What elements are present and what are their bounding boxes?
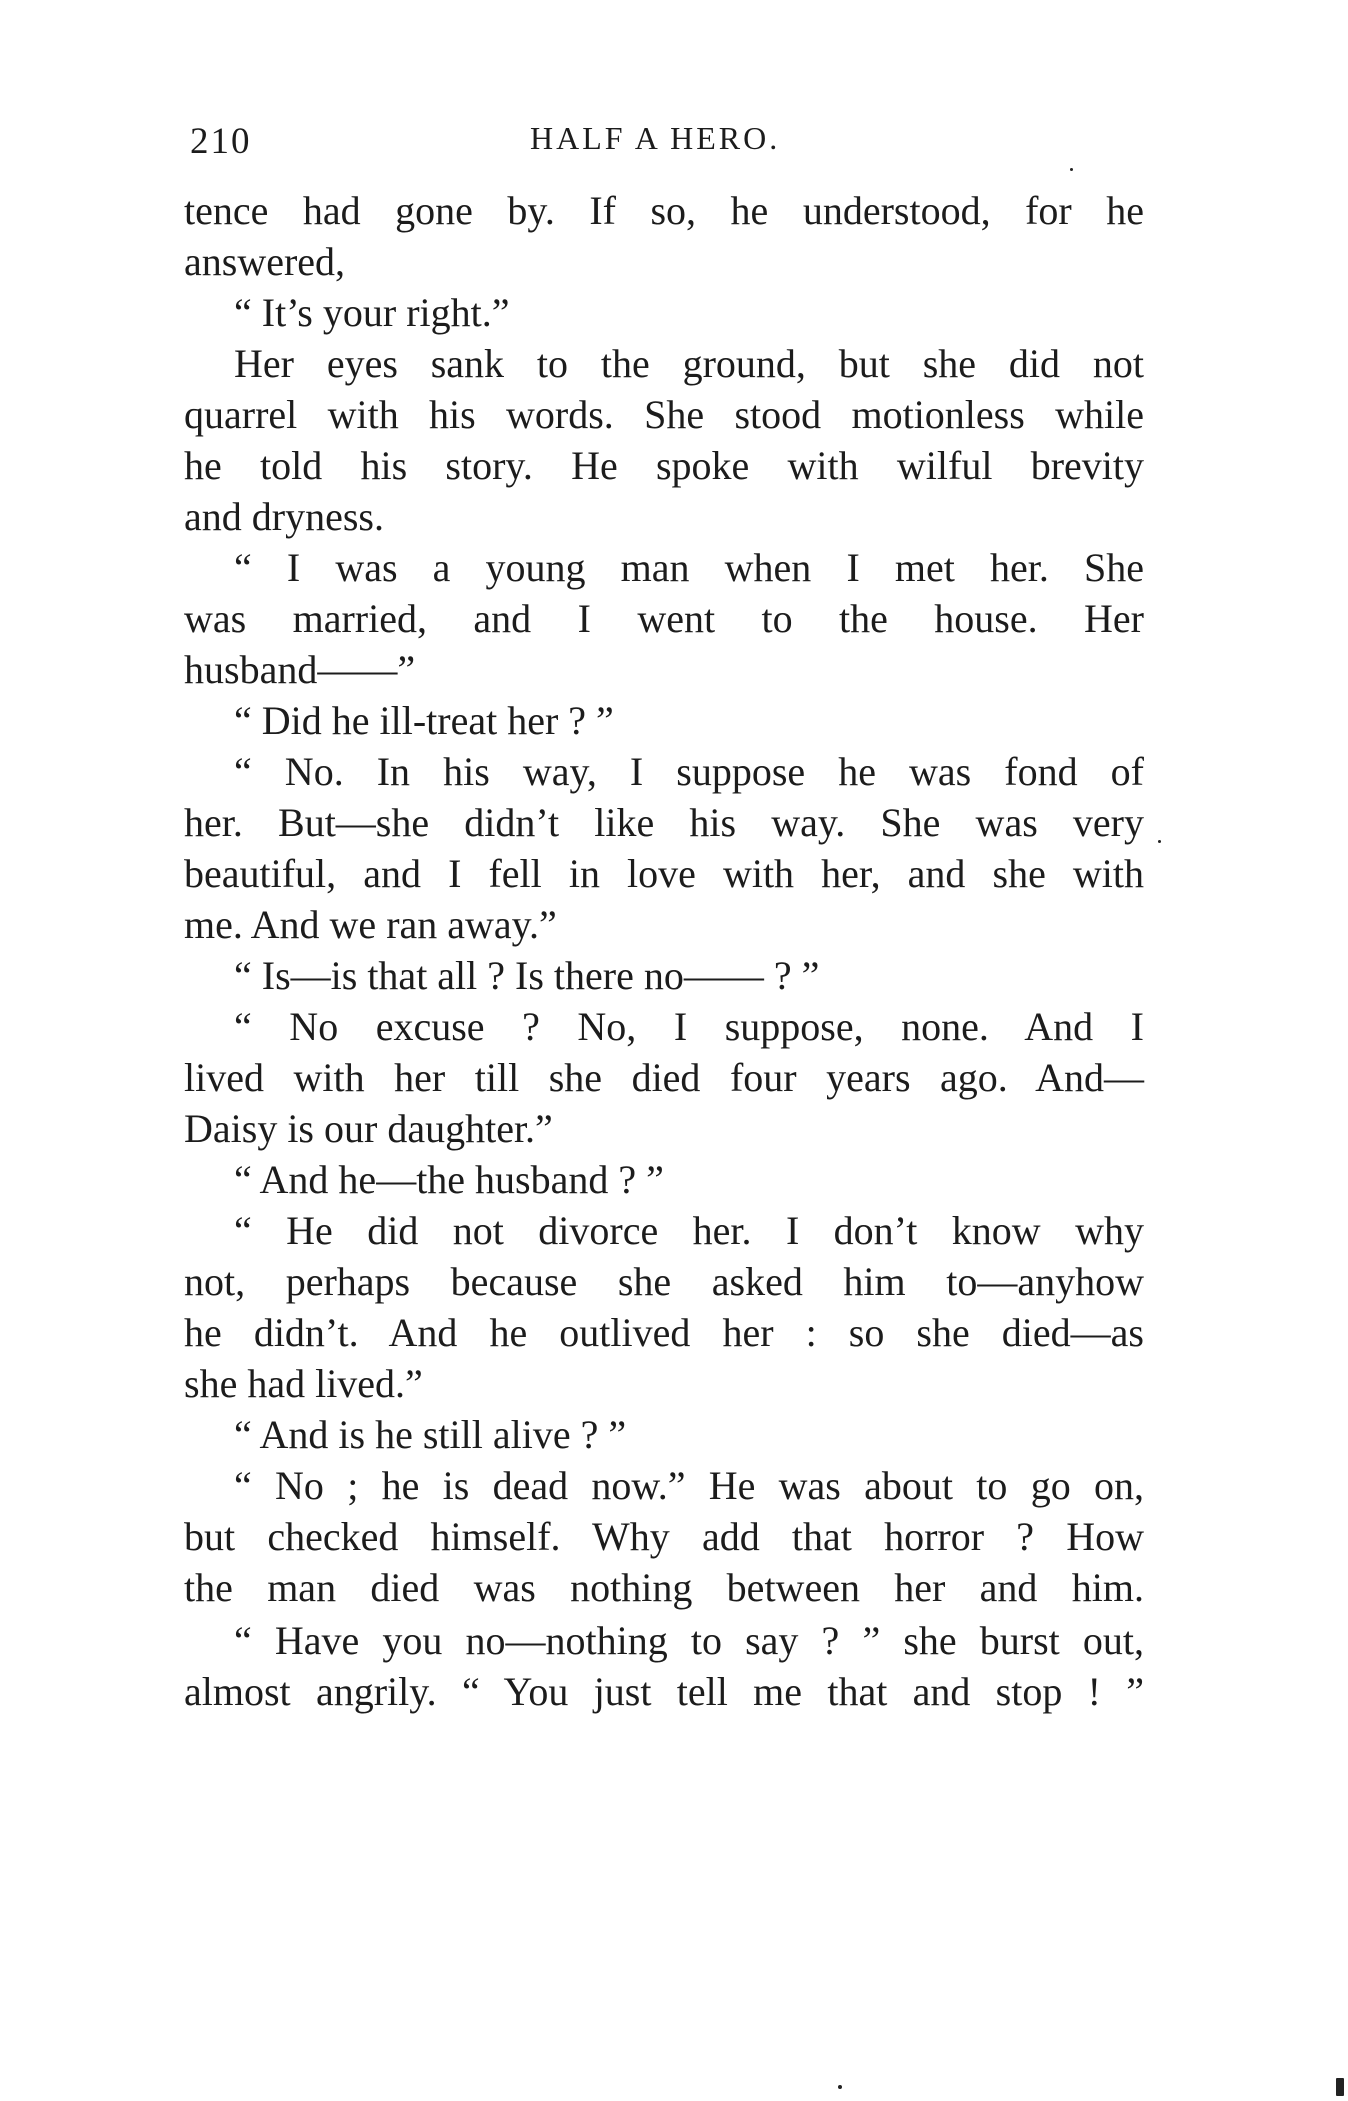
text-line: Daisy is our daughter.” [184,1106,553,1151]
text-line: her. But—she didn’t like his way. She was very [184,800,1144,845]
text-line: “ It’s your right.” [234,290,510,335]
text-line: and dryness. [184,494,384,539]
text-line: “ Did he ill-treat her ? ” [234,698,614,743]
text-line: Her eyes sank to the ground, but she did not [234,341,1144,386]
page-header [190,120,1150,170]
text-line: “ I was a young man when I met her. She [234,545,1144,590]
text-line: “ Have you no—nothing to say ? ” she burst out, [234,1618,1144,1663]
text-line: me. And we ran away.” [184,902,557,947]
text-line: he told his story. He spoke with wilful brevity [184,443,1144,488]
text-line: husband——” [184,647,416,692]
text-line: answered, [184,239,346,284]
scan-speck [1336,2078,1344,2096]
text-line: lived with her till she died four years ago. And— [184,1055,1144,1100]
running-head: HALF A HERO. [530,120,781,156]
text-line: “ And he—the husband ? ” [234,1157,664,1202]
text-line: the man died was nothing between her and him. [184,1565,1144,1610]
text-line: “ No. In his way, I suppose he was fond of [234,749,1144,794]
text-line: quarrel with his words. She stood motionless while [184,392,1144,437]
text-line: almost angrily. “ You just tell me that and stop ! ” [184,1669,1144,1714]
text-line: was married, and I went to the house. Her [184,596,1144,641]
text-line: “ Is—is that all ? Is there no—— ? ” [234,953,820,998]
text-line: “ He did not divorce her. I don’t know why [234,1208,1144,1253]
text-line: “ No ; he is dead now.” He was about to go on, [234,1463,1144,1508]
scan-speck [1158,840,1161,843]
text-line: beautiful, and I fell in love with her, and she with [184,851,1144,896]
text-line: “ No excuse ? No, I suppose, none. And I [234,1004,1144,1049]
text-line: not, perhaps because she asked him to—anyhow [184,1259,1144,1304]
text-line: but checked himself. Why add that horror ? How [184,1514,1144,1559]
text-line: she had lived.” [184,1361,423,1406]
page-number: 210 [190,121,252,162]
scan-speck [838,2085,842,2089]
body-text [184,185,1144,1717]
text-line: he didn’t. And he outlived her : so she died—as [184,1310,1144,1355]
text-line: “ And is he still alive ? ” [234,1412,627,1457]
scan-speck [1070,168,1073,171]
text-line: tence had gone by. If so, he understood, for he [184,188,1144,233]
